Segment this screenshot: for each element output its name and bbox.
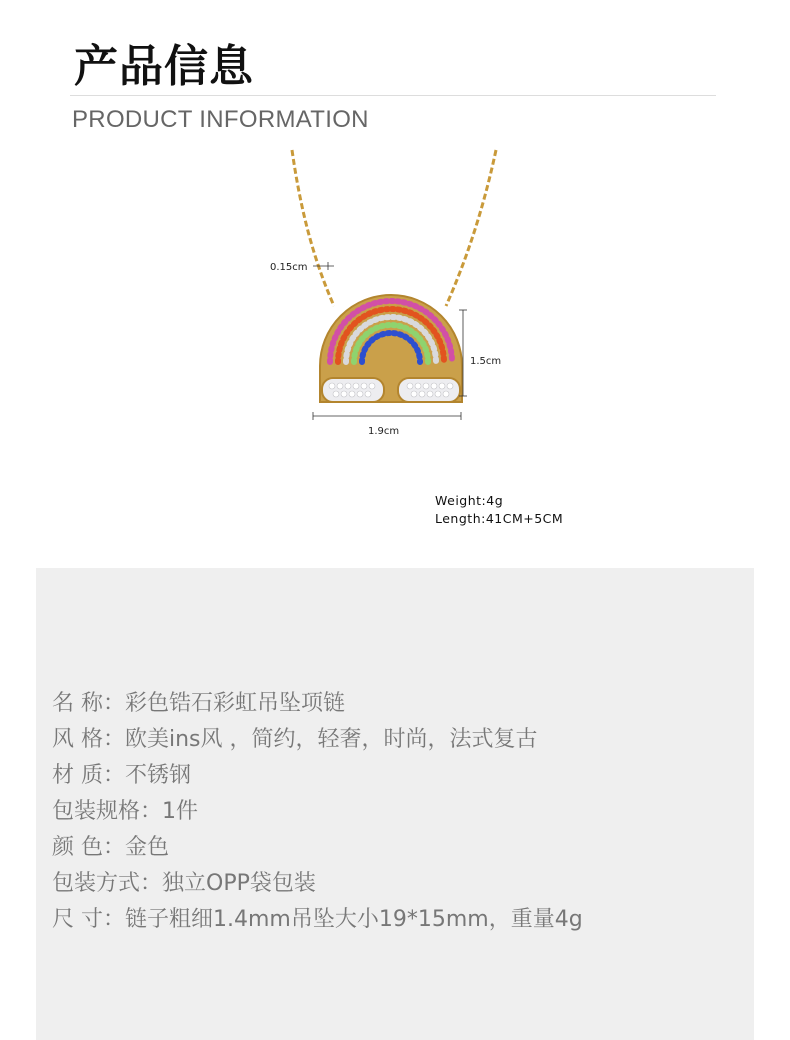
height-label: 1.5cm [470, 356, 502, 367]
necklace-chain [292, 150, 496, 306]
width-dimension [313, 412, 461, 437]
info-material: 材 质：不锈钢 [52, 763, 191, 788]
product-image [200, 146, 540, 456]
info-name: 名 称：彩色锆石彩虹吊坠项链 [52, 691, 345, 716]
info-package-spec: 包装规格：1件 [52, 799, 198, 824]
width-label: 1.9cm [368, 426, 400, 437]
info-size: 尺 寸：链子粗细1.4mm吊坠大小19*15mm，重量4g [52, 907, 583, 932]
page-title: 产品信息 [74, 41, 254, 92]
height-dimension [459, 310, 501, 396]
info-style: 风 格：欧美ins风 ，简约，轻奢，时尚，法式复古 [52, 727, 538, 752]
chain-thickness-dimension [270, 262, 334, 273]
rainbow-pendant [320, 295, 462, 402]
title-divider [70, 95, 716, 96]
info-package-method: 包装方式：独立OPP袋包装 [52, 871, 316, 896]
length-spec: Length:41CM+5CM [435, 511, 564, 526]
weight-spec: Weight:4g [435, 493, 504, 508]
chain-thickness-label: 0.15cm [270, 262, 308, 273]
info-color: 颜 色：金色 [52, 835, 169, 860]
page-subtitle: PRODUCT INFORMATION [72, 106, 369, 133]
info-list [52, 686, 583, 938]
